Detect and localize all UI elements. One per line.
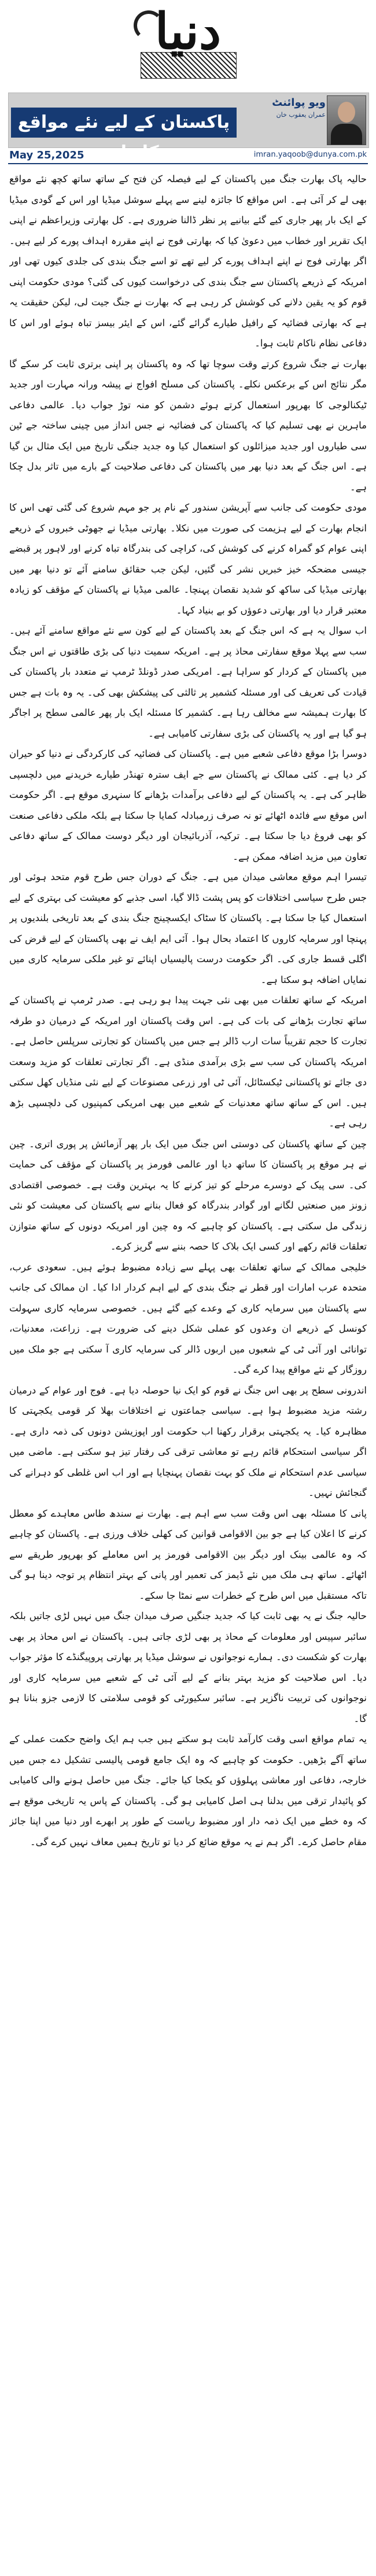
- logo-swoosh-icon: [134, 10, 164, 40]
- author-photo: [327, 95, 366, 145]
- article-paragraph: امریکہ کے ساتھ تعلقات میں بھی نئی جہت پیدا ہو رہی ہے۔ صدر ٹرمپ نے پاکستان کے ساتھ تجارت بڑھانے کی بات کی ہے۔ اس وقت پاکستان اور امریکہ کے درمیان دو طرفہ تجارت کا حجم تقریباً سات ارب ڈالر ہے جس میں پاکستان کو تجارتی سرپلس حاصل ہے۔ امریکہ پاکستان کی سب سے بڑی برآمدی منڈی ہے۔ اگر تجارتی تعلقات کو مزید وسعت دی جائے تو پاکستانی ٹیکسٹائل، آئی ٹی اور زرعی مصنوعات کے لیے نئی منڈیاں کھل سکتی ہیں۔ اس کے ساتھ ساتھ معدنیات کے شعبے میں بھی امریکی کمپنیوں کی دلچسپی بڑھ رہی ہے۔: [9, 995, 367, 1129]
- author-email: imran.yaqoob@dunya.com.pk: [253, 150, 367, 159]
- author-name: عمران یعقوب خان: [276, 111, 326, 119]
- article-paragraph: پانی کا مسئلہ بھی اس وقت سب سے اہم ہے۔ بھارت نے سندھ طاس معاہدے کو معطل کرنے کا اعلان کیا ہے جو بین الاقوامی قوانین کی کھلی خلاف ورزی ہے۔ پاکستان کو چاہیے کہ وہ عالمی بینک اور دیگر بین الاقوامی فورمز پر اس معاملے کو بھرپور طریقے سے اٹھائے۔ ساتھ ہی ملک میں نئے ڈیمز کی تعمیر اور پانی کے بہتر انتظام پر توجہ دینا ہو گی تاکہ مستقبل میں اس طرح کے خطرات سے نمٹا جا سکے۔: [9, 1507, 367, 1601]
- brand-name: ویو پوائنٹ: [272, 97, 326, 109]
- column-brand: [257, 97, 326, 119]
- article-paragraph: مودی حکومت کی جانب سے آپریشن سندور کے نام پر جو مہم شروع کی گئی تھی اس کا انجام بھارت کے لیے ہزیمت کی صورت میں نکلا۔ بھارتی میڈیا نے جھوٹی خبروں کے ذریعے اپنی عوام کو گمراہ کرنے کی کوشش کی، کراچی کی بندرگاہ تباہ کرنے اور لاہور پر قبضے جیسی مضحکہ خیز خبریں نشر کی گئیں، لیکن جب حقائق سامنے آئے تو دنیا بھر میں بھارتی میڈیا کی ساکھ کو شدید نقصان پہنچا۔ عالمی میڈیا نے پاکستان کے مؤقف کو زیادہ معتبر قرار دیا اور بھارتی دعوؤں کو بے بنیاد کہا۔: [9, 502, 367, 616]
- logo-text: دنیا: [154, 2, 222, 61]
- article-paragraph: حالیہ پاک بھارت جنگ میں پاکستان کے لیے فیصلہ کن فتح کے ساتھ ساتھ کچھ نئے مواقع بھی لے کر آئی ہے۔ اس مواقع کا جائزہ لینے سے پہلے سوشل میڈیا اور اس کے گودی میڈیا کے ایک بار پھر جاری کیے گئے بیانیے پر نظر ڈالنا ضروری ہے۔ کل بھارتی وزیراعظم نے اپنی ایک تقریر اور خطاب میں دعویٰ کیا کہ بھارتی فوج نے اپنے مقررہ اہداف پورے کر لیے ہیں۔ اگر بھارتی فوج نے اپنے اہداف پورے کر لیے تھے تو اسے جنگ بندی کی جلدی کیوں تھی اور امریکہ کے ذریعے پاکستان سے جنگ بندی کی درخواست کیوں کی گئی؟ مودی حکومت اپنی قوم کو یہ یقین دلانے کی کوشش کر رہی ہے کہ بھارت نے جنگ جیت لی، لیکن حقیقت یہ ہے کہ بھارتی فضائیہ کے رافیل طیارے گرائے گئے، اس کے ایئر بیسز تباہ ہوئے اور اس کا دفاعی نظام ناکام ثابت ہوا۔: [9, 173, 367, 349]
- article-paragraph: بھارت نے جنگ شروع کرتے وقت سوچا تھا کہ وہ پاکستان پر اپنی برتری ثابت کر سکے گا مگر نتائج اس کے برعکس نکلے۔ پاکستان کی مسلح افواج نے پیشہ ورانہ مہارت اور جدید ٹیکنالوجی کا بھرپور استعمال کرتے ہوئے دشمن کو منہ توڑ جواب دیا۔ عالمی دفاعی ماہرین نے بھی تسلیم کیا کہ پاکستان کی فضائیہ نے جس انداز میں چینی ساختہ جے ٹین سی طیاروں اور جدید میزائلوں کو استعمال کیا وہ جدید جنگی تاریخ میں ایک مثال بن گیا ہے۔ اس جنگ کے بعد دنیا بھر میں پاکستان کی دفاعی صلاحیت کے بارے میں تاثر بدل چکا ہے۔: [9, 358, 367, 493]
- date-strip: [8, 148, 368, 164]
- author-photo-body: [331, 124, 362, 145]
- article-paragraph: یہ تمام مواقع اسی وقت کارآمد ثابت ہو سکتے ہیں جب ہم ایک واضح حکمت عملی کے ساتھ آگے بڑھیں۔ حکومت کو چاہیے کہ وہ ایک جامع قومی پالیسی تشکیل دے جس میں خارجہ، دفاعی اور معاشی پہلوؤں کو یکجا کیا جائے۔ جنگ میں حاصل ہونے والی کامیابی کو پائیدار ترقی میں بدلنا ہی اصل کامیابی ہو گی۔ پاکستان کے پاس یہ تاریخی موقع ہے کہ وہ خطے میں ایک ذمہ دار اور مضبوط ریاست کے طور پر ابھرے اور دنیا میں اپنا جائز مقام حاصل کرے۔ اگر ہم نے یہ موقع ضائع کر دیا تو تاریخ ہمیں معاف نہیں کرے گی۔: [9, 1734, 367, 1847]
- article-paragraph: خلیجی ممالک کے ساتھ تعلقات بھی پہلے سے زیادہ مضبوط ہوئے ہیں۔ سعودی عرب، متحدہ عرب امارات اور قطر نے جنگ بندی کے لیے اہم کردار ادا کیا۔ ان ممالک کی جانب سے پاکستان میں سرمایہ کاری کے وعدے کیے گئے ہیں۔ خصوصی سرمایہ کاری سہولت کونسل کے ذریعے ان وعدوں کو عملی شکل دینے کی ضرورت ہے۔ زراعت، معدنیات، توانائی اور آئی ٹی کے شعبوں میں اربوں ڈالر کی سرمایہ کاری آ سکتی ہے جو ملک میں روزگار کے نئے مواقع پیدا کرے گی۔: [9, 1261, 367, 1375]
- article-body: [9, 169, 367, 2571]
- article-paragraph: حالیہ جنگ نے یہ بھی ثابت کیا کہ جدید جنگیں صرف میدان جنگ میں نہیں لڑی جاتیں بلکہ سائبر سپیس اور معلومات کے محاذ پر بھی لڑی جاتی ہیں۔ پاکستان نے اس محاذ پر بھی بھارت کو شکست دی۔ ہمارے نوجوانوں نے سوشل میڈیا پر بھارتی پروپیگنڈے کا مؤثر جواب دیا۔ اس صلاحیت کو مزید بہتر بنانے کے لیے آئی ٹی کے شعبے میں سرمایہ کاری اور نوجوانوں کی تربیت ناگزیر ہے۔ سائبر سکیورٹی کو قومی سلامتی کا لازمی جزو بنانا ہو گا۔: [9, 1610, 367, 1724]
- article-paragraph: چین کے ساتھ پاکستان کی دوستی اس جنگ میں ایک بار پھر آزمائش پر پوری اتری۔ چین نے ہر موقع پر پاکستان کا ساتھ دیا اور عالمی فورمز پر پاکستان کے مؤقف کی حمایت کی۔ سی پیک کے دوسرے مرحلے کو تیز کرنے کا یہ بہترین وقت ہے۔ خصوصی اقتصادی زونز میں صنعتیں لگانے اور گوادر بندرگاہ کو فعال بنانے سے پاکستان کی معیشت کو نئی زندگی مل سکتی ہے۔ پاکستان کو چاہیے کہ وہ چین اور امریکہ دونوں کے ساتھ متوازن تعلقات قائم رکھے اور کسی ایک بلاک کا حصہ بننے سے گریز کرے۔: [9, 1138, 367, 1252]
- article-paragraph: دوسرا بڑا موقع دفاعی شعبے میں ہے۔ پاکستان کی فضائیہ کی کارکردگی نے دنیا کو حیران کر دیا ہے۔ کئی ممالک نے پاکستان سے جے ایف سترہ تھنڈر طیارے خریدنے میں دلچسپی ظاہر کی ہے۔ یہ پاکستان کے لیے دفاعی برآمدات بڑھانے کا سنہری موقع ہے۔ اگر حکومت اس موقع سے فائدہ اٹھائے تو نہ صرف زرمبادلہ کمایا جا سکتا ہے بلکہ ملکی دفاعی صنعت کو بھی فروغ دیا جا سکتا ہے۔ ترکیہ، آذربائیجان اور دیگر دوست ممالک کے ساتھ دفاعی تعاون میں مزید اضافہ ممکن ہے۔: [9, 748, 367, 862]
- newspaper-logo: [130, 2, 246, 81]
- author-photo-head: [338, 102, 355, 123]
- article-paragraph: اندرونی سطح پر بھی اس جنگ نے قوم کو ایک نیا حوصلہ دیا ہے۔ فوج اور عوام کے درمیان رشتہ مزید مضبوط ہوا ہے۔ سیاسی جماعتوں نے اختلافات بھلا کر قومی یکجہتی کا مظاہرہ کیا۔ یہ یکجہتی برقرار رکھنا اب حکومت اور اپوزیشن دونوں کی ذمہ داری ہے۔ اگر سیاسی استحکام قائم رہے تو معاشی ترقی کی رفتار تیز ہو سکتی ہے۔ ماضی میں سیاسی عدم استحکام نے ملک کو بہت نقصان پہنچایا ہے اور اب اس غلطی کو دہرانے کی گنجائش نہیں۔: [9, 1384, 367, 1498]
- column-title: پاکستان کے لیے نئے مواقع کا ظہور: [11, 108, 237, 138]
- publish-date: May 25,2025: [9, 149, 84, 161]
- article-paragraph: تیسرا اہم موقع معاشی میدان میں ہے۔ جنگ کے دوران جس طرح قوم متحد ہوئی اور جس طرح سیاسی اختلافات کو پس پشت ڈالا گیا، اسی جذبے کو معیشت کی بہتری کے لیے استعمال کیا جا سکتا ہے۔ پاکستان کا سٹاک ایکسچینج جنگ بندی کے بعد تاریخی بلندیوں پر پہنچا اور سرمایہ کاروں کا اعتماد بحال ہوا۔ آئی ایم ایف نے بھی پاکستان کے لیے قرض کی اگلی قسط جاری کی۔ اگر حکومت درست پالیسیاں اپنائے تو غیر ملکی سرمایہ کاری میں نمایاں اضافہ ہو سکتا ہے۔: [9, 871, 367, 985]
- article-paragraph: اب سوال یہ ہے کہ اس جنگ کے بعد پاکستان کے لیے کون سے نئے مواقع سامنے آئے ہیں۔ سب سے پہلا موقع سفارتی محاذ پر ہے۔ امریکہ سمیت دنیا کی بڑی طاقتوں نے اس جنگ میں پاکستان کے کردار کو سراہا ہے۔ امریکی صدر ڈونلڈ ٹرمپ نے متعدد بار پاکستان کی قیادت کی تعریف کی اور مسئلہ کشمیر پر ثالثی کی پیشکش بھی کی۔ یہ وہ بات ہے جس کا بھارت ہمیشہ سے مخالف رہا ہے۔ کشمیر کا مسئلہ ایک بار پھر عالمی سطح پر اجاگر ہو گیا ہے اور یہ پاکستان کی بڑی سفارتی کامیابی ہے۔: [9, 625, 367, 739]
